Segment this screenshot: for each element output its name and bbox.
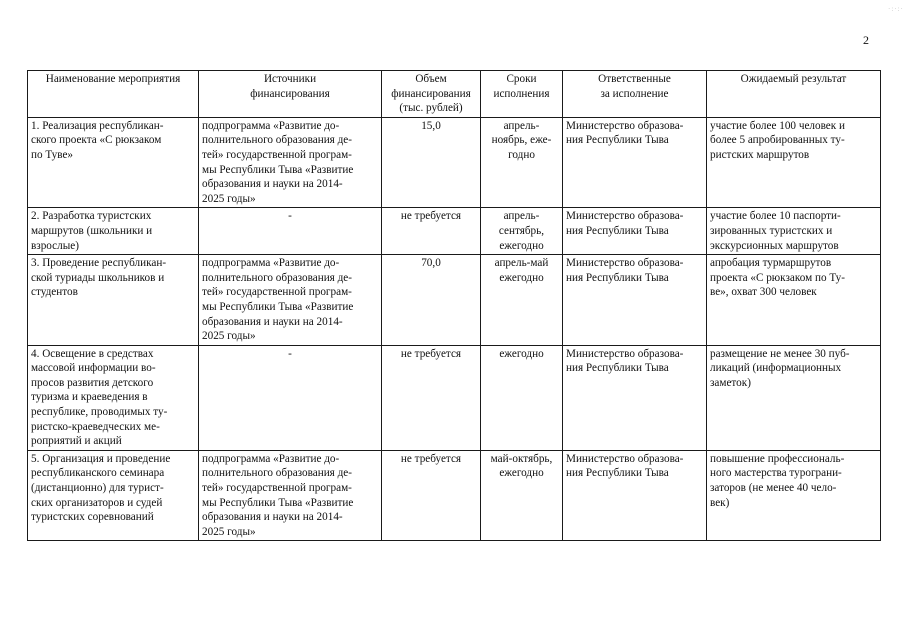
- event-name-cell: 5. Организация и проведение республиканского семинара (дистанционно) для турист- ских организаторов и судей туристских соревнований: [28, 450, 199, 541]
- funding-volume-cell: 70,0: [382, 255, 481, 346]
- header-expected-result: Ожидаемый результат: [707, 71, 881, 118]
- term-cell: апрель- ноябрь, еже- годно: [481, 117, 563, 208]
- responsible-cell: Министерство образова- ния Республики Тыва: [563, 450, 707, 541]
- term-cell: апрель- сентябрь, ежегодно: [481, 208, 563, 255]
- event-name-cell: 2. Разработка туристских маршрутов (школьники и взрослые): [28, 208, 199, 255]
- funding-source-cell: -: [199, 208, 382, 255]
- term-cell: ежегодно: [481, 345, 563, 450]
- table-row: [28, 450, 881, 541]
- funding-source-cell: -: [199, 345, 382, 450]
- expected-result-cell: участие более 10 паспорти- зированных туристских и экскурсионных маршрутов: [707, 208, 881, 255]
- term-cell: апрель-май ежегодно: [481, 255, 563, 346]
- header-event-name: Наименование мероприятия: [28, 71, 199, 118]
- header-responsible: Ответственные за исполнение: [563, 71, 707, 118]
- funding-volume-cell: не требуется: [382, 345, 481, 450]
- expected-result-cell: размещение не менее 30 пуб- ликаций (информационных заметок): [707, 345, 881, 450]
- header-term: Сроки исполнения: [481, 71, 563, 118]
- header-funding-source: Источники финансирования: [199, 71, 382, 118]
- table-row: [28, 117, 881, 208]
- table-row: [28, 208, 881, 255]
- funding-volume-cell: не требуется: [382, 450, 481, 541]
- responsible-cell: Министерство образова- ния Республики Тыва: [563, 208, 707, 255]
- event-name-cell: 1. Реализация республикан- ского проекта «С рюкзаком по Туве»: [28, 117, 199, 208]
- events-table: [27, 70, 881, 541]
- expected-result-cell: повышение профессиональ- ного мастерства турограни- заторов (не менее 40 чело- век): [707, 450, 881, 541]
- funding-source-cell: подпрограмма «Развитие до- полнительного образования де- тей» государственной програм- мы Республики Тыва «Развитие образования и науки на 2014- 2025 годы»: [199, 117, 382, 208]
- responsible-cell: Министерство образова- ния Республики Тыва: [563, 117, 707, 208]
- table-row: [28, 255, 881, 346]
- funding-source-cell: подпрограмма «Развитие до- полнительного образования де- тей» государственной програм- мы Республики Тыва «Развитие образования и науки на 2014- 2025 годы»: [199, 255, 382, 346]
- page-number: 2: [863, 33, 869, 47]
- event-name-cell: 4. Освещение в средствах массовой информации во- просов развития детского туризма и краеведения в республике, проводимых ту- ристско-краеведческих ме- роприятий и акций: [28, 345, 199, 450]
- funding-volume-cell: не требуется: [382, 208, 481, 255]
- table-row: [28, 345, 881, 450]
- scan-corner-mark: ·:·:·: [888, 5, 904, 13]
- event-name-cell: 3. Проведение республикан- ской туриады школьников и студентов: [28, 255, 199, 346]
- term-cell: май-октябрь, ежегодно: [481, 450, 563, 541]
- responsible-cell: Министерство образова- ния Республики Тыва: [563, 345, 707, 450]
- table-header-row: [28, 71, 881, 118]
- header-funding-volume: Объем финансирования (тыс. рублей): [382, 71, 481, 118]
- funding-source-cell: подпрограмма «Развитие до- полнительного образования де- тей» государственной програм- мы Республики Тыва «Развитие образования и науки на 2014- 2025 годы»: [199, 450, 382, 541]
- expected-result-cell: апробация турмаршрутов проекта «С рюкзаком по Ту- ве», охват 300 человек: [707, 255, 881, 346]
- responsible-cell: Министерство образова- ния Республики Тыва: [563, 255, 707, 346]
- expected-result-cell: участие более 100 человек и более 5 апробированных ту- ристских маршрутов: [707, 117, 881, 208]
- funding-volume-cell: 15,0: [382, 117, 481, 208]
